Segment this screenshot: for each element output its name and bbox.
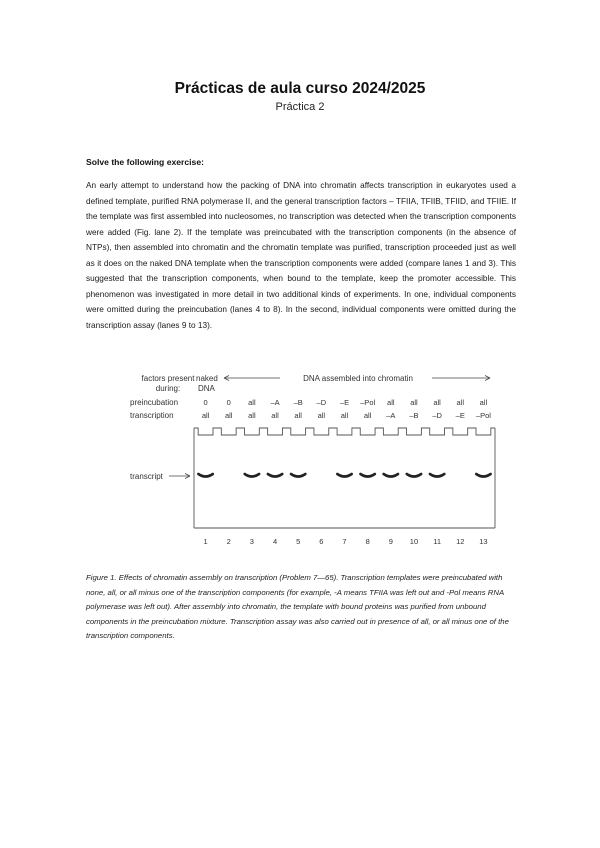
lane-3-preincubation: all xyxy=(248,398,256,407)
lane-11-transcription: –D xyxy=(432,411,442,420)
assembled-label: DNA assembled into chromatin xyxy=(303,374,413,383)
lane-13-preincubation: all xyxy=(479,398,488,407)
lane-11-number: 11 xyxy=(433,537,442,546)
lane-6-transcription: all xyxy=(317,411,326,420)
lane-11-preincubation: all xyxy=(433,398,441,407)
lane-5-preincubation: –B xyxy=(293,398,303,407)
lane-7-band xyxy=(337,474,351,477)
page-subtitle: Práctica 2 xyxy=(275,101,325,113)
header-during-label: during: xyxy=(155,384,181,393)
gel-figure xyxy=(120,368,500,553)
lane-10-band xyxy=(407,474,421,477)
figure-caption: Figure 1. Effects of chromatin assembly on transcription (Problem 7—65). Transcription templates were preincubated with none, all, or all minus one of the transcription components (for example, -A means TFIIA was left out and -Pol means RNA polymerase was left out). After assembly into chromatin, the template with bound proteins was purified from unbound components in the preincubation mixture. Transcription assay was also carried out in presence of all, or all minus one of the transcription components. xyxy=(86,573,509,640)
lane-5-transcription: all xyxy=(294,411,302,420)
gel-wells xyxy=(194,428,495,435)
lane-9-transcription: –A xyxy=(386,411,396,420)
lane-5-band xyxy=(291,474,305,477)
lane-9-number: 9 xyxy=(388,537,393,546)
lane-4-band xyxy=(268,474,282,477)
lane-2-preincubation: 0 xyxy=(226,398,231,407)
lane-8-preincubation: –Pol xyxy=(360,398,376,407)
lane-13-number: 13 xyxy=(479,537,488,546)
lane-9-preincubation: all xyxy=(387,398,395,407)
lane-7-preincubation: –E xyxy=(339,398,350,407)
row-label-preincubation: preincubation xyxy=(130,398,179,407)
lane-8-transcription: all xyxy=(363,411,372,420)
lane-7-number: 7 xyxy=(342,537,347,546)
lane-4-preincubation: –A xyxy=(270,398,280,407)
lane-3-band xyxy=(245,474,259,477)
lane-12-transcription: –E xyxy=(455,411,465,420)
lane-2-number: 2 xyxy=(226,537,231,546)
page-title: Prácticas de aula curso 2024/2025 xyxy=(174,80,426,97)
lane-1-transcription: all xyxy=(201,411,210,420)
exercise-heading: Solve the following exercise: xyxy=(86,157,204,167)
row-label-transcript: transcript xyxy=(130,472,163,481)
lane-9-band xyxy=(384,474,398,477)
lane-13-transcription: –Pol xyxy=(475,411,491,420)
lane-13-band xyxy=(476,474,490,477)
lane-12-preincubation: all xyxy=(456,398,465,407)
lane-1-number: 1 xyxy=(203,537,208,546)
lane-10-transcription: –B xyxy=(409,411,419,420)
lane-3-transcription: all xyxy=(248,411,256,420)
lane-10-number: 10 xyxy=(409,537,419,546)
exercise-paragraph: An early attempt to understand how the packing of DNA into chromatin affects transcription in eukaryotes used a defined template, purified RNA polymerase II, and the general transcription factors – TFIIA, TFIIB, TFIID, and TFIIE. If the template was first assembled into nucleosomes, no transcription was detected when the transcription components were added (Fig. lane 2). If the template was preincubated with the transcription components (in the absence of NTPs), then assembled into chromatin and the chromatin template was purified, transcription proceeded just as well as it does on the naked DNA template when the transcription components were added (compare lanes 1 and 3). This suggested that the transcription components, when bound to the template, keep the promoter accessible. This phenomenon was investigated in more detail in two additional kinds of experiments. In one, individual components were omitted during the preincubation (lanes 4 to 8). In the second, individual components were omitted during the transcription assay (lanes 9 to 13). xyxy=(86,181,516,330)
gel-diagram xyxy=(120,368,500,553)
lane-7-transcription: all xyxy=(340,411,349,420)
header-factors-label: factors present xyxy=(141,374,195,383)
lane-1-preincubation: 0 xyxy=(203,398,208,407)
lane-8-band xyxy=(360,474,374,477)
lane-11-band xyxy=(430,474,444,477)
lane-6-number: 6 xyxy=(319,537,324,546)
lane-4-number: 4 xyxy=(272,537,278,546)
lane-12-number: 12 xyxy=(456,537,465,546)
lane-6-preincubation: –D xyxy=(316,398,327,407)
lane-5-number: 5 xyxy=(296,537,301,546)
naked-dna-label: DNA xyxy=(198,384,215,393)
row-label-transcription: transcription xyxy=(130,411,174,420)
lane-2-transcription: all xyxy=(224,411,233,420)
lane-10-preincubation: all xyxy=(410,398,418,407)
lane-1-band xyxy=(198,474,212,477)
lane-3-number: 3 xyxy=(249,537,254,546)
lane-8-number: 8 xyxy=(365,537,370,546)
lane-4-transcription: all xyxy=(271,411,279,420)
naked-label: naked xyxy=(196,374,218,383)
